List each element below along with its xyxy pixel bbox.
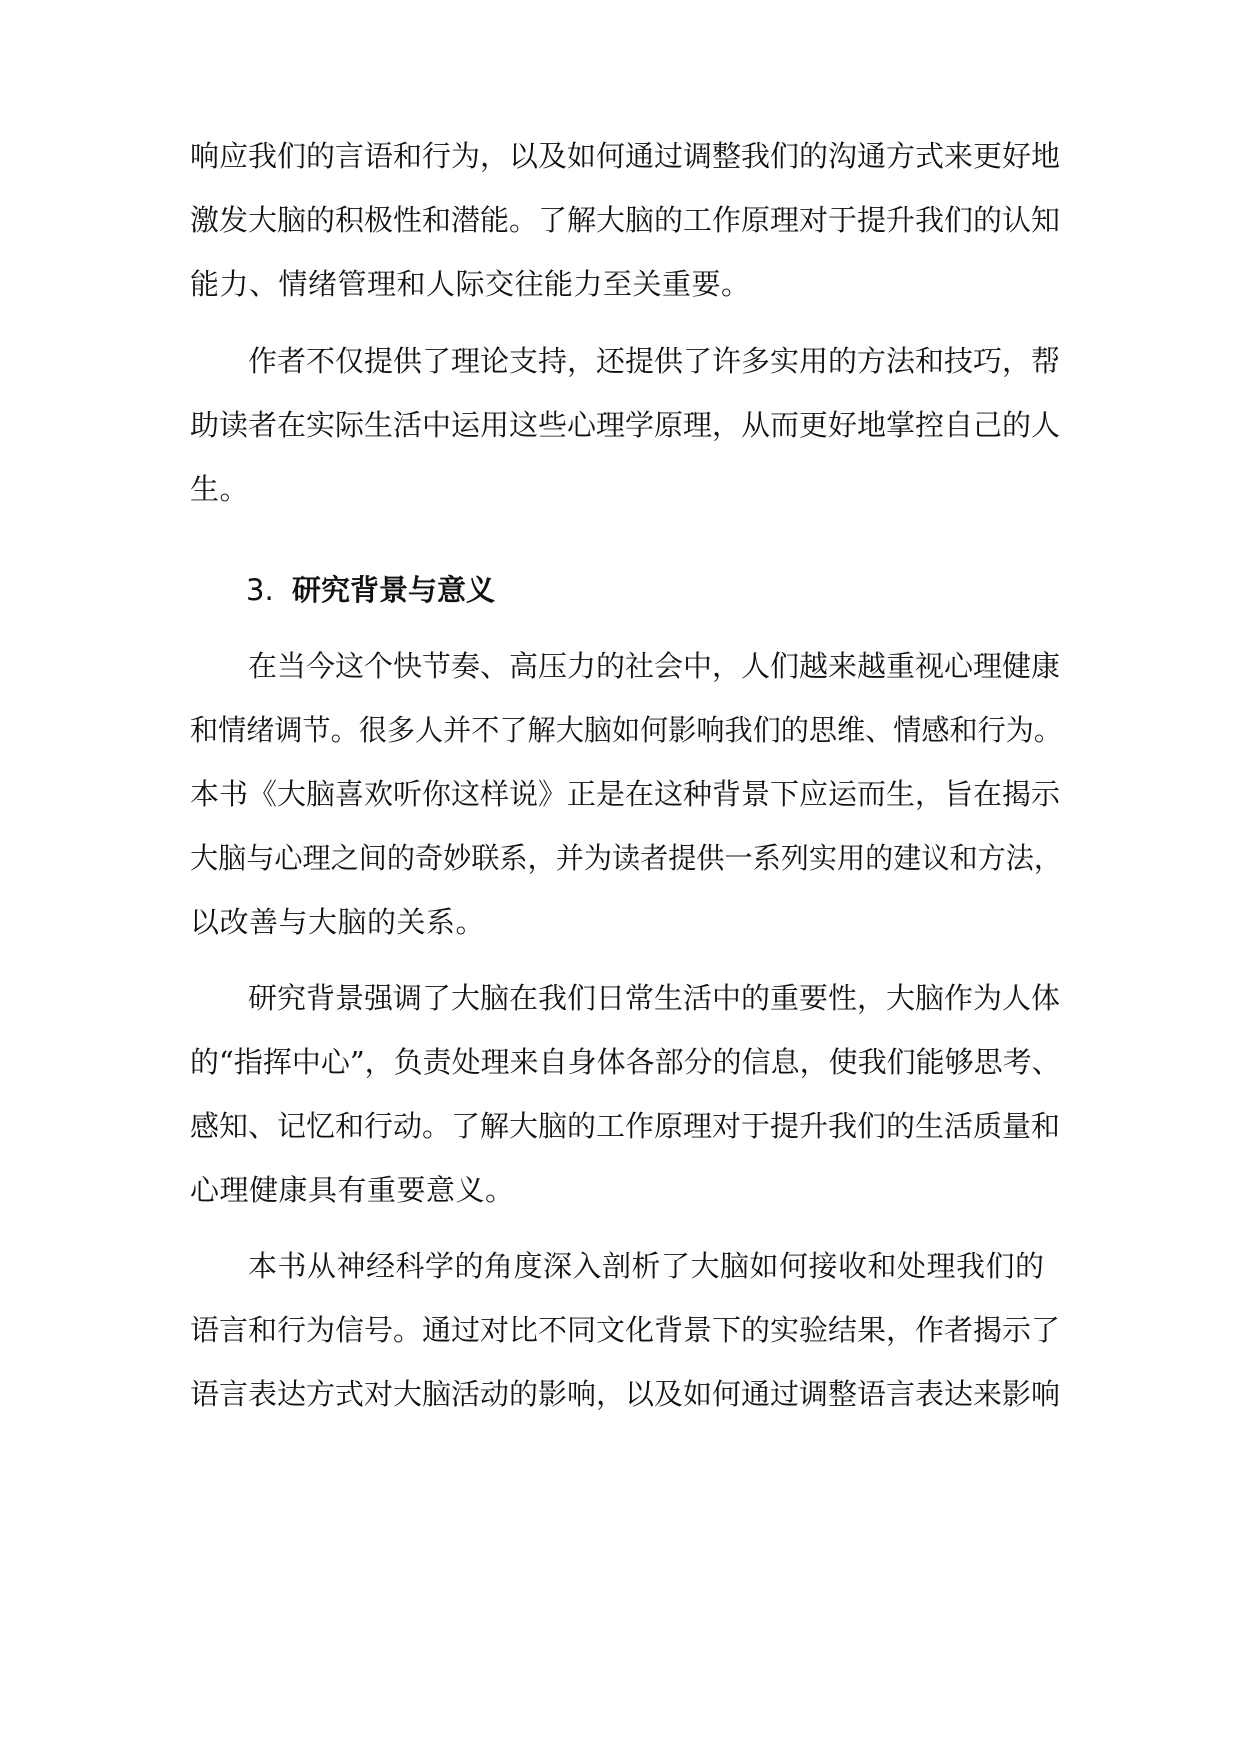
paragraph-3-line-2: 和情绪调节。很多人并不了解大脑如何影响我们的思维、情感和行为。: [190, 713, 1063, 747]
paragraph-2-line-3: 生。: [190, 472, 250, 506]
section-heading: [246, 570, 495, 610]
paragraph-1-line-2: 激发大脑的积极性和潜能。了解大脑的工作原理对于提升我们的认知: [190, 203, 1061, 237]
paragraph-4-line-4: 心理健康具有重要意义。: [190, 1173, 515, 1207]
paragraph-3-line-5: 以改善与大脑的关系。: [190, 905, 486, 939]
section-title: 研究背景与意义: [292, 573, 496, 607]
paragraph-5-line-2: 语言和行为信号。通过对比不同文化背景下的实验结果，作者揭示了: [190, 1313, 1061, 1347]
paragraph-3-line-4: 大脑与心理之间的奇妙联系，并为读者提供一系列实用的建议和方法，: [190, 841, 1063, 875]
paragraph-4-line-1: 研究背景强调了大脑在我们日常生活中的重要性，大脑作为人体: [248, 981, 1061, 1015]
paragraph-1-line-1: 响应我们的言语和行为，以及如何通过调整我们的沟通方式来更好地: [190, 139, 1061, 173]
paragraph-2-line-1: 作者不仅提供了理论支持，还提供了许多实用的方法和技巧，帮: [248, 344, 1061, 378]
section-number: 3.: [246, 573, 274, 607]
paragraph-5-line-3: 语言表达方式对大脑活动的影响，以及如何通过调整语言表达来影响: [190, 1377, 1061, 1411]
paragraph-2-line-2: 助读者在实际生活中运用这些心理学原理，从而更好地掌控自己的人: [190, 408, 1061, 442]
paragraph-4-line-3: 感知、记忆和行动。了解大脑的工作原理对于提升我们的生活质量和: [190, 1109, 1061, 1143]
paragraph-3-line-3: 本书《大脑喜欢听你这样说》正是在这种背景下应运而生，旨在揭示: [190, 777, 1061, 811]
paragraph-4-line-2: 的“指挥中心”，负责处理来自身体各部分的信息，使我们能够思考、: [190, 1045, 1061, 1079]
paragraph-1-line-3: 能力、情绪管理和人际交往能力至关重要。: [190, 267, 751, 301]
paragraph-3-line-1: 在当今这个快节奏、高压力的社会中，人们越来越重视心理健康: [248, 649, 1061, 683]
paragraph-5-line-1: 本书从神经科学的角度深入剖析了大脑如何接收和处理我们的: [248, 1249, 1045, 1283]
